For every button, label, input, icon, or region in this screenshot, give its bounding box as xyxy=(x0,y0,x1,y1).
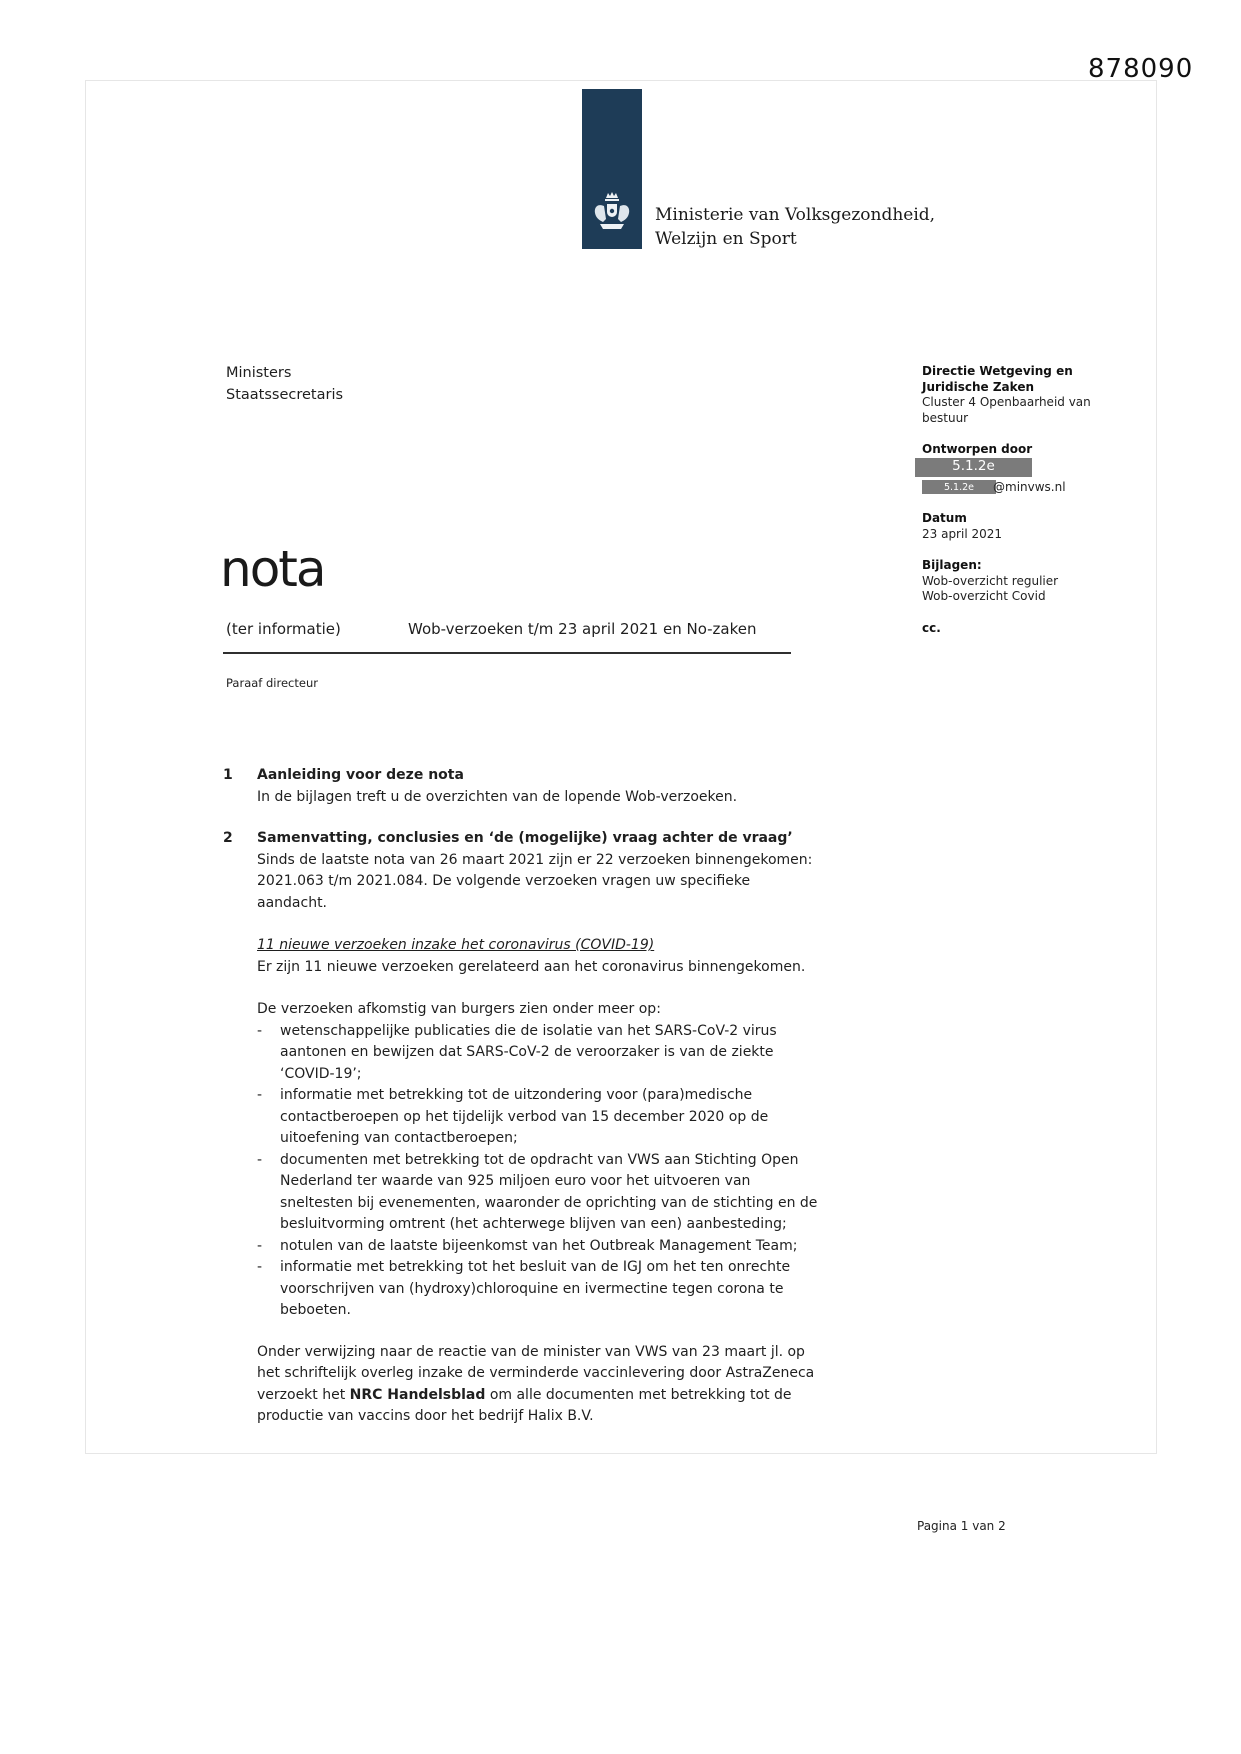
ministry-name-line1: Ministerie van Volksgezondheid, xyxy=(655,205,936,225)
list-item xyxy=(257,1236,819,1258)
addressee-staatssecretaris: Staatssecretaris xyxy=(226,387,344,403)
closing-paragraph xyxy=(257,1342,819,1428)
meta-cc xyxy=(922,621,1100,637)
email-suffix: @minvws.nl xyxy=(993,479,1066,494)
directorate-line1: Directie Wetgeving en xyxy=(922,364,1073,378)
dash-marker: - xyxy=(257,1259,263,1275)
classification-label: (ter informatie) xyxy=(226,620,341,638)
list-item-text: informatie met betrekking tot de uitzondering voor (para)medische contactberoepen op het tijdelijk verbod van 15 december 2020 op de uitoefening van contactberoepen; xyxy=(280,1087,769,1146)
meta-attachments xyxy=(922,558,1100,605)
meta-directorate xyxy=(922,364,1100,426)
designed-by-label: Ontworpen door xyxy=(922,442,1033,456)
document-body xyxy=(223,765,823,1428)
list-item xyxy=(257,1150,819,1236)
section-1-heading: Aanleiding voor deze nota xyxy=(257,767,464,783)
designed-by-email-row xyxy=(922,480,1100,496)
section-2-paragraph: Sinds de laatste nota van 26 maart 2021 zijn er 22 verzoeken binnengekomen: 2021.063 t/m 2021.084. De volgende verzoeken vragen uw specifieke aandacht. xyxy=(257,851,813,911)
dash-marker: - xyxy=(257,1237,263,1254)
date-label: Datum xyxy=(922,511,967,525)
section-1-paragraph: In de bijlagen treft u de overzichten van de lopende Wob-verzoeken. xyxy=(257,788,738,805)
section-2-number: 2 xyxy=(223,830,233,846)
closing-text-post: om alle documenten met betrekking tot de productie van vaccins door het bedrijf Halix B.V. xyxy=(257,1386,792,1424)
date-value: 23 april 2021 xyxy=(922,526,1003,541)
list-item-text: documenten met betrekking tot de opdracht van VWS aan Stichting Open Nederland ter waarde van 925 miljoen euro voor het uitvoeren van sneltesten bij evenementen, waaronder de oprichting van de stichting en de besluitvorming omtrent (het achterwege blijven van een) aanbesteding; xyxy=(280,1151,818,1232)
addressee-block xyxy=(226,362,343,406)
closing-text-bold: NRC Handelsblad xyxy=(349,1386,486,1403)
request-list xyxy=(257,1021,819,1322)
addressee-ministers: Ministers xyxy=(226,365,292,381)
ministry-name-line2: Welzijn en Sport xyxy=(655,229,797,249)
directorate-line4: bestuur xyxy=(922,410,969,425)
redaction-box-name: 5.1.2e xyxy=(915,458,1032,477)
subject-divider-rule xyxy=(223,652,791,654)
document-meta-column xyxy=(922,364,1100,652)
dash-marker: - xyxy=(257,1151,263,1168)
list-item xyxy=(257,1257,819,1322)
section-2-heading: Samenvatting, conclusies en ‘de (mogelijke) vraag achter de vraag’ xyxy=(257,830,793,846)
cc-label: cc. xyxy=(922,620,941,635)
request-list-intro: De verzoeken afkomstig van burgers zien onder meer op: xyxy=(257,1001,661,1017)
list-item-text: wetenschappelijke publicaties die de isolatie van het SARS-CoV-2 virus aantonen en bewijzen dat SARS-CoV-2 de veroorzaker is van de ziekte ‘COVID-19’; xyxy=(280,1022,777,1082)
attachment-item: Wob-overzicht regulier xyxy=(922,573,1059,588)
section-1-number: 1 xyxy=(223,767,233,783)
meta-date xyxy=(922,511,1100,542)
paraaf-label: Paraaf directeur xyxy=(226,676,318,690)
covid-subsection-paragraph: Er zijn 11 nieuwe verzoeken gerelateerd aan het coronavirus binnengekomen. xyxy=(257,958,806,975)
directorate-line3: Cluster 4 Openbaarheid van xyxy=(922,395,1091,409)
attachments-label: Bijlagen: xyxy=(922,558,982,572)
section-2 xyxy=(223,828,823,1428)
subject-title: Wob-verzoeken t/m 23 april 2021 en No-zaken xyxy=(408,620,757,638)
redaction-box-email: 5.1.2e xyxy=(922,480,996,494)
document-number: 878090 xyxy=(1088,54,1194,84)
directorate-line2: Juridische Zaken xyxy=(922,379,1034,394)
section-1 xyxy=(223,765,823,808)
ministry-name xyxy=(655,203,935,251)
list-item-text: notulen van de laatste bijeenkomst van het Outbreak Management Team; xyxy=(280,1237,798,1254)
dash-marker: - xyxy=(257,1022,263,1039)
document-type-title: nota xyxy=(220,540,325,598)
rijksoverheid-logo xyxy=(582,89,642,249)
page-number-footer: Pagina 1 van 2 xyxy=(917,1519,1006,1533)
list-item xyxy=(257,1021,819,1086)
rijksoverheid-crest-icon xyxy=(588,191,636,247)
list-item xyxy=(257,1085,819,1150)
list-item-text: informatie met betrekking tot het besluit van de IGJ om het ten onrechte voorschrijven van (hydroxy)chloroquine en ivermectine tegen corona te beboeten. xyxy=(280,1259,791,1318)
meta-designed-by xyxy=(922,442,1100,495)
attachment-item: Wob-overzicht Covid xyxy=(922,589,1046,603)
dash-marker: - xyxy=(257,1087,263,1103)
closing-text-pre: Onder verwijzing naar de reactie van de minister van VWS van 23 maart jl. op het schriftelijk overleg inzake de verminderde vaccinlevering door AstraZeneca verzoekt het xyxy=(257,1343,815,1403)
covid-subsection-heading: 11 nieuwe verzoeken inzake het coronavirus (COVID-19) xyxy=(257,937,655,953)
